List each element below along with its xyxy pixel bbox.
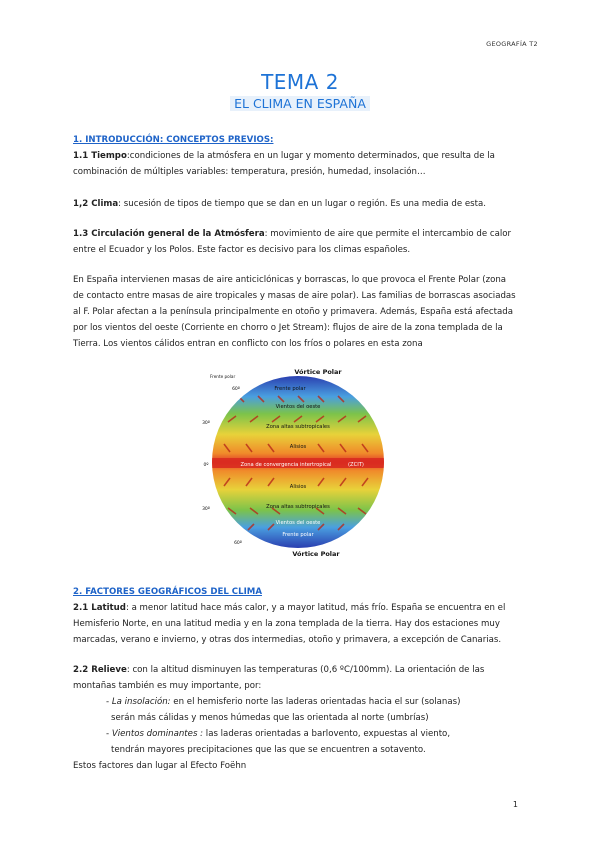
lat-60s: 60º (234, 541, 242, 546)
section-2-heading: 2. FACTORES GEOGRÁFICOS DEL CLIMA (73, 587, 262, 597)
zone-zcit-abbrev: (ZCIT) (348, 462, 364, 468)
latitud-text-3: marcadas, verano e invierno, y otras dos intermedias, otoño y primavera, a excepción de Canarias. (73, 635, 502, 645)
circulacion-text-2: entre el Ecuador y los Polos. Este factor es decisivo para los climas españoles. (73, 245, 411, 255)
insolacion-label: La insolación: (111, 697, 171, 707)
zone-zcit: Zona de convergencia intertropical (240, 462, 332, 468)
subtitle-text: EL CLIMA EN ESPAÑA (230, 96, 370, 111)
vientos-text-1: las laderas orientadas a barlovento, expuestas al viento, (203, 729, 451, 739)
top-vortex-label: Vórtice Polar (294, 368, 342, 376)
tiempo-text-1: :condiciones de la atmósfera en un lugar y momento determinados, que resulta de la (126, 151, 495, 161)
relieve-paragraph (73, 662, 531, 694)
insolacion-text-2: serán más cálidas y menos húmedas que las orientada al norte (umbrías) (111, 713, 429, 723)
latitud-text-1: : a menor latitud hace más calor, y a mayor latitud, más frío. España se encuentra en el (125, 603, 506, 613)
closing-line (73, 758, 531, 774)
lat-60n: 60º (232, 387, 240, 392)
bottom-vortex-label: Vórtice Polar (292, 550, 340, 558)
insolacion-text-1: en el hemisferio norte las laderas orientadas hacia el sur (solanas) (170, 697, 461, 707)
vientos-label: Vientos dominantes : (111, 729, 204, 739)
latitud-text-2: Hemisferio Norte, en una latitud media y en la zona templada de la tierra. Hay dos estaciones muy (73, 619, 500, 629)
tiempo-text-2: combinación de múltiples variables: temperatura, presión, humedad, insolación… (73, 167, 426, 177)
lat-30s: 30º (202, 507, 210, 512)
latitud-label: 2.1 Latitud (73, 603, 126, 613)
zone-vientos-oeste-s: Vientos del oeste (275, 520, 321, 526)
zone-altas-subtropicales-n: Zona altas subtropicales (266, 424, 330, 430)
zone-frente-polar-s: Frente polar (282, 532, 314, 538)
page-header: GEOGRAFÍA T2 (486, 40, 538, 48)
zone-alisios-n: Alisios (289, 444, 307, 450)
espana-line-5: Tierra. Los vientos cálidos entran en conflicto con los fríos o polares en esta zona (73, 339, 423, 349)
circulacion-text-1: : movimiento de aire que permite el intercambio de calor (264, 229, 512, 239)
tiempo-label: 1.1 Tiempo (73, 151, 127, 161)
zone-altas-subtropicales-s: Zona altas subtropicales (266, 504, 330, 510)
espana-line-4: por los vientos del oeste (Corriente en chorro o Jet Stream): flujos de aire de la zona templada de la (73, 323, 503, 333)
relieve-label: 2.2 Relieve (73, 665, 127, 675)
vientos-text-2: tendrán mayores precipitaciones que las que se encuentren a sotavento. (111, 745, 426, 755)
zone-frente-polar-n: Frente polar (274, 386, 306, 392)
relieve-text-1: : con la altitud disminuyen las temperaturas (0,6 ºC/100mm). La orientación de las (126, 665, 485, 675)
espana-line-3: al F. Polar afectan a la península principalmente en otoño y primavera. Además, España está afectada (73, 307, 514, 317)
zone-alisios-s: Alisios (289, 484, 307, 490)
section-1-heading: 1. INTRODUCCIÓN: CONCEPTOS PREVIOS: (73, 135, 274, 145)
bullet-vientos: - Vientos dominantes : las laderas orientadas a barlovento, expuestas al viento, tendrán mayores precipitaciones que las que se encuentren a sotavento. (106, 726, 450, 758)
page-title: TEMA 2 (261, 70, 339, 94)
clima-paragraph (73, 196, 531, 212)
section-1 (73, 132, 531, 180)
espana-line-2: de contacto entre masas de aire tropicales y masas de aire polar). Las familias de borrascas asociadas (73, 291, 516, 301)
frente-polar-callout: Frente polar (210, 374, 236, 379)
page-number: 1 (512, 800, 518, 809)
zone-vientos-oeste-n: Vientos del oeste (275, 404, 321, 410)
page-subtitle (0, 96, 600, 111)
lat-0: 0º (203, 463, 209, 468)
clima-label: 1,2 Clima (73, 199, 119, 209)
circulacion-label: 1.3 Circulación general de la Atmósfera (73, 229, 265, 239)
clima-text: : sucesión de tipos de tiempo que se dan en un lugar o región. Es una media de esta. (118, 199, 487, 209)
efecto-foehn-text: Estos factores dan lugar al Efecto Foëhn (73, 761, 247, 771)
espana-line-1: En España intervienen masas de aire anticiclónicas y borrascas, lo que provoca el Frente Polar (zona (73, 275, 507, 285)
bullet-insolacion: - La insolación: en el hemisferio norte las laderas orientadas hacia el sur (solanas) serán más cálidas y menos húmedas que las orientada al norte (umbrías) (106, 694, 460, 726)
lat-30n: 30º (202, 421, 210, 426)
relieve-text-2: montañas también es muy importante, por: (73, 681, 262, 691)
section-2 (73, 584, 531, 648)
circulation-globe-figure (198, 360, 388, 560)
espana-paragraph (73, 272, 531, 352)
circulacion-paragraph (73, 226, 531, 258)
